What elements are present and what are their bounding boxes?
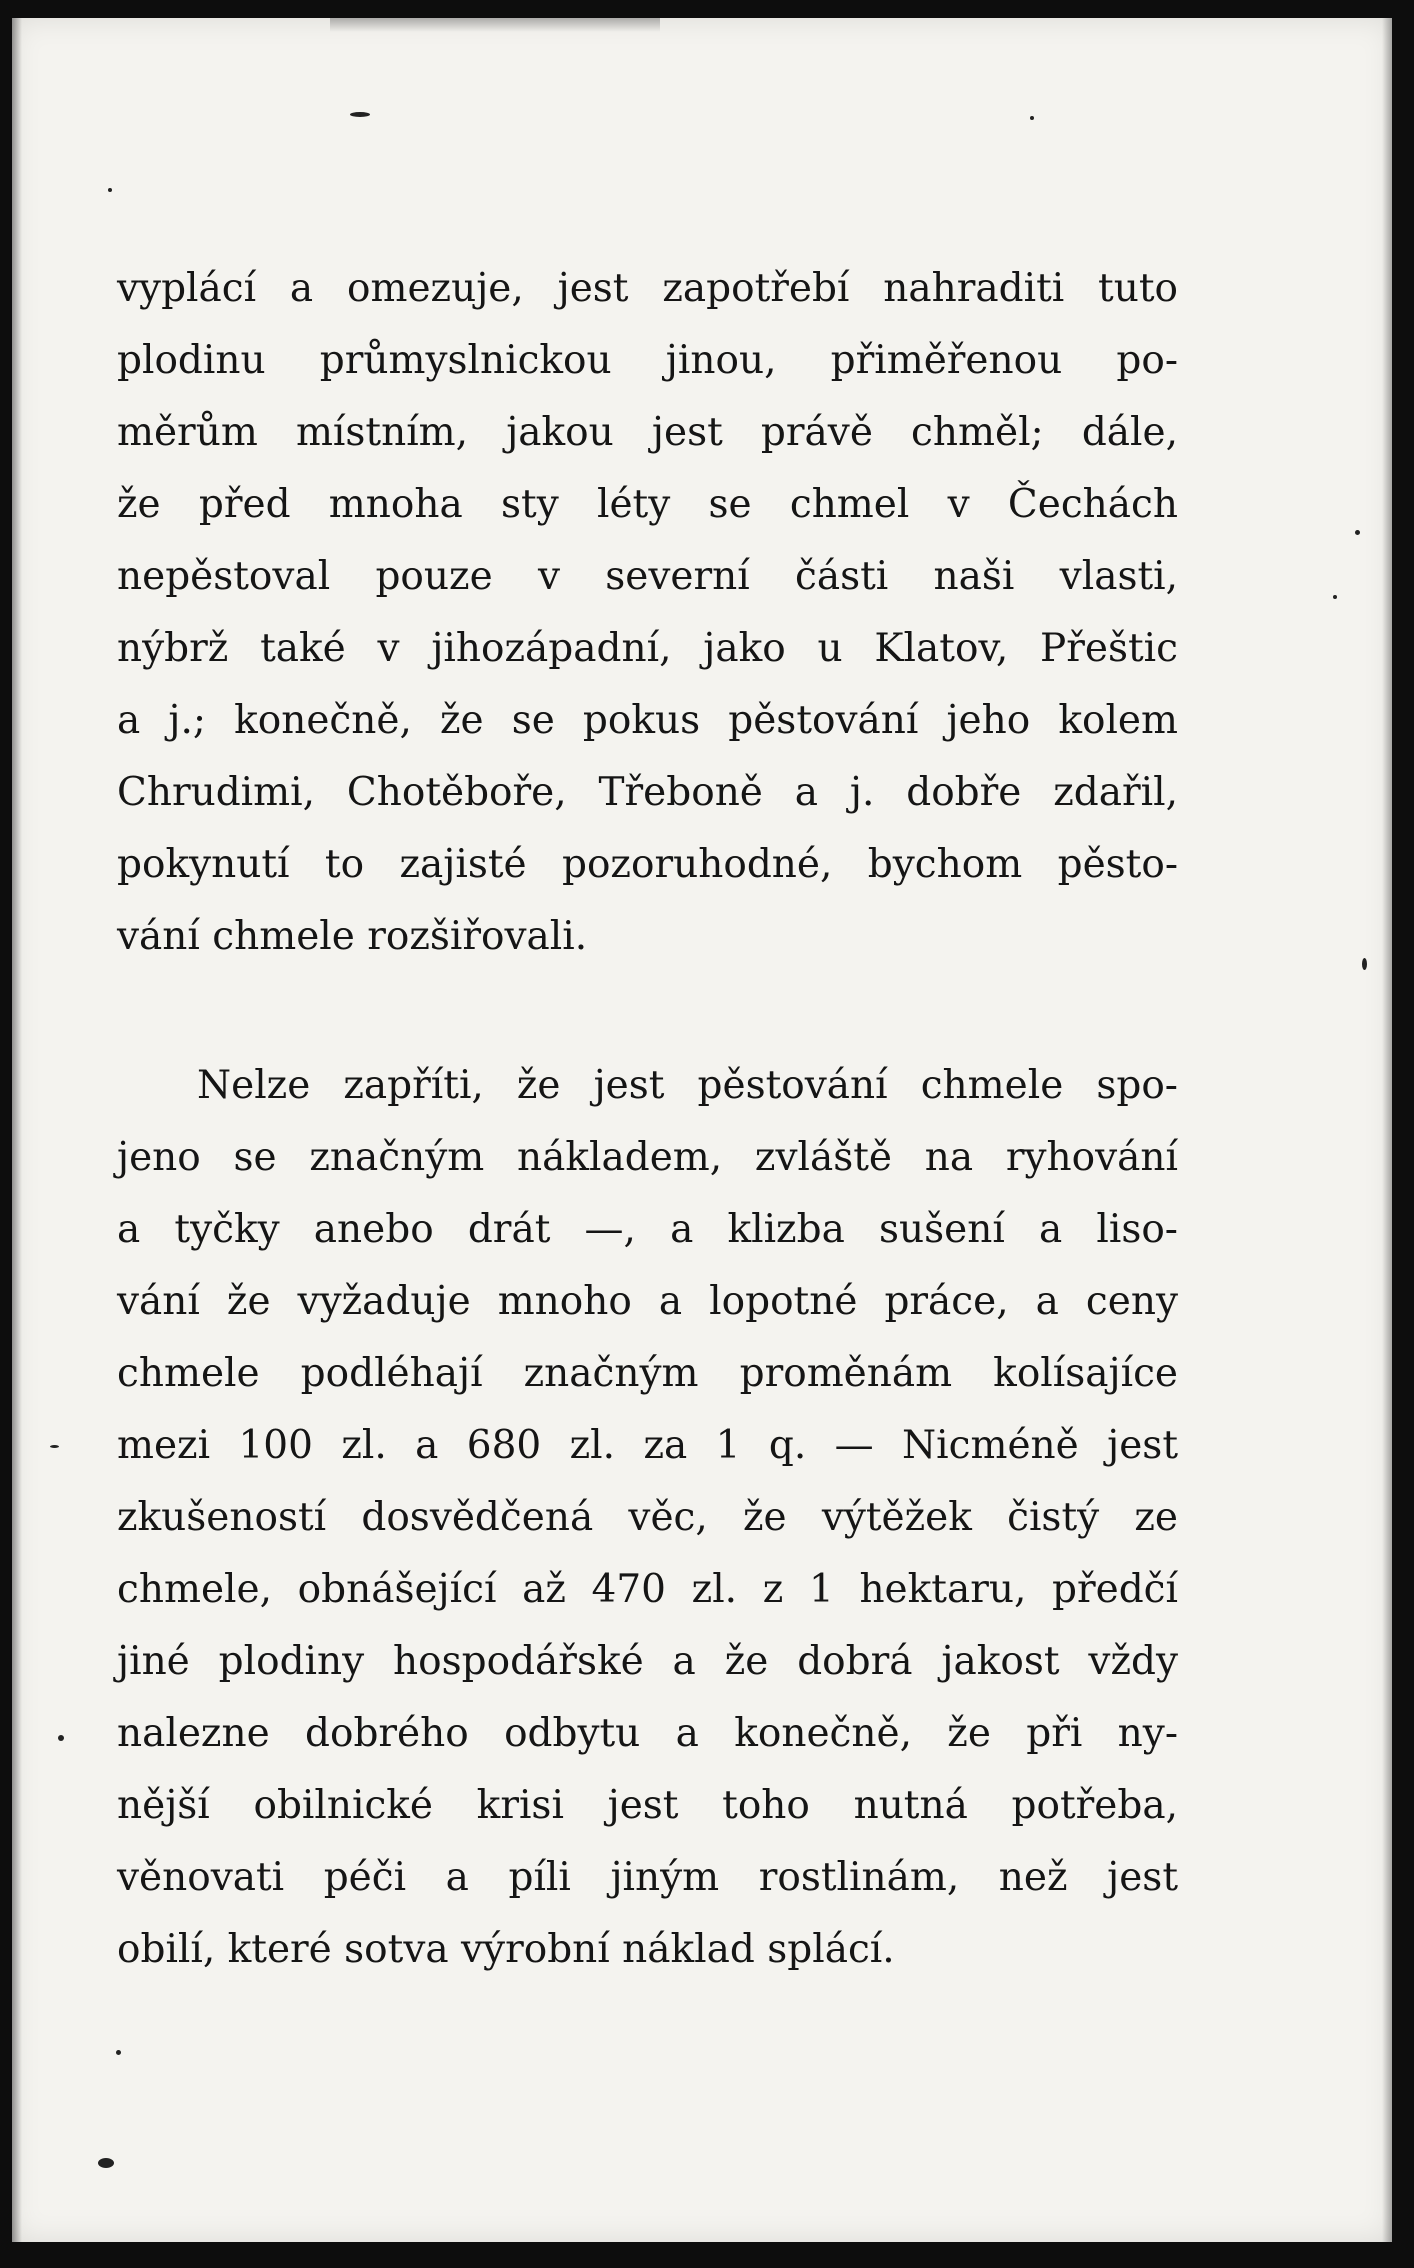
text-line: věnovati péči a píli jiným rostlinám, než jest [117,1855,1178,1900]
text-line: měrům místním, jakou jest právě chměl; dále, [117,410,1178,455]
speck-mark [1355,530,1360,535]
speck-mark [98,2158,114,2168]
text-line: pokynutí to zajisté pozoruhodné, bychom pěsto- [117,842,1178,887]
text-line: vyplácí a omezuje, jest zapotřebí nahraditi tuto [117,266,1178,311]
text-line: a j.; konečně, že se pokus pěstování jeho kolem [117,698,1178,743]
text-line: vání chmele rozšiřovali. [117,914,588,959]
text-line: že před mnoha sty léty se chmel v Čechách [117,482,1178,527]
text-line: jeno se značným nákladem, zvláště na ryhování [117,1135,1178,1180]
speck-mark [116,2050,121,2055]
speck-mark [58,1735,64,1741]
text-line: Nelze zapříti, že jest pěstování chmele spo- [197,1063,1178,1108]
text-line: nepěstoval pouze v severní části naši vlasti, [117,554,1178,599]
page-right-shadow [1382,18,1392,2242]
speck-mark [1362,958,1367,970]
text-line: zkušeností dosvědčená věc, že výtěžek čistý ze [117,1495,1178,1540]
paragraph-1 [117,253,1178,973]
speck-mark [1333,595,1337,599]
text-line: chmele podléhají značným proměnám kolísajíce [117,1351,1178,1396]
text-line: a tyčky anebo drát —, a klizba sušení a liso- [117,1207,1178,1252]
text-line: vání že vyžaduje mnoho a lopotné práce, a ceny [117,1279,1178,1324]
text-line: nější obilnické krisi jest toho nutná potřeba, [117,1783,1178,1828]
text-line: jiné plodiny hospodářské a že dobrá jakost vždy [117,1639,1178,1684]
page-left-shadow [12,18,22,2242]
speck-mark [108,188,112,192]
text-line: nalezne dobrého odbytu a konečně, že při ny- [117,1711,1178,1756]
text-line: nýbrž také v jihozápadní, jako u Klatov, Přeštic [117,626,1178,671]
text-line: obilí, které sotva výrobní náklad splácí. [117,1927,895,1972]
speck-mark [1030,116,1034,120]
speck-mark [50,1445,59,1448]
text-line: plodinu průmyslnickou jinou, přiměřenou po- [117,338,1178,383]
speck-mark [350,112,370,117]
text-line: mezi 100 zl. a 680 zl. za 1 q. — Nicméně jest [117,1423,1178,1468]
page-top-shadow [330,18,660,32]
paragraph-2 [117,1050,1178,1986]
text-line: Chrudimi, Chotěboře, Třeboně a j. dobře zdařil, [117,770,1178,815]
text-line: chmele, obnášející až 470 zl. z 1 hektaru, předčí [117,1567,1178,1612]
